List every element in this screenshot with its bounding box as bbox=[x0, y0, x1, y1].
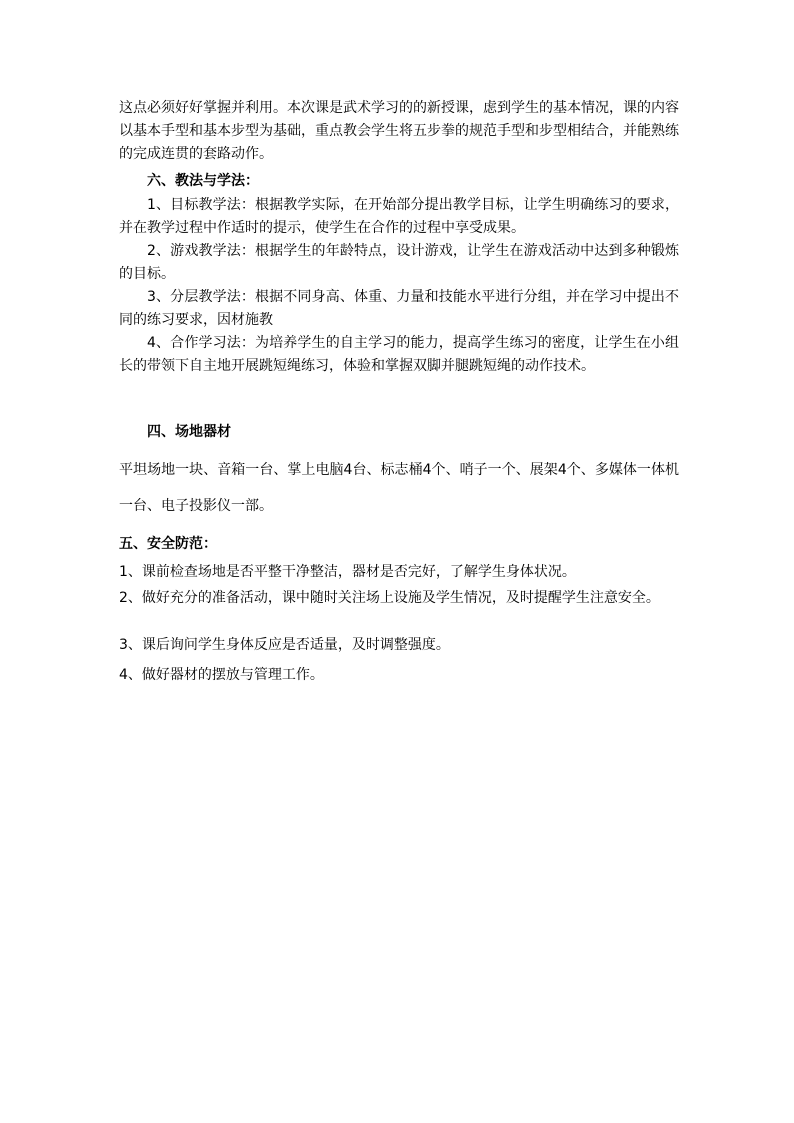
safety-item-4: 4、做好器材的摆放与管理工作。 bbox=[119, 667, 324, 683]
safety-item-2: 2、做好充分的准备活动，课中随时关注场上设施及学生情况，及时提醒学生注意安全。 bbox=[119, 590, 660, 606]
methods-item-4: 4、合作学习法：为培养学生的自主学习的能力，提高学生练习的密度，让学生在小组长的带领下自主地开展跳短绳练习，体验和掌握双脚并腿跳短绳的动作技术。 bbox=[119, 335, 679, 374]
equipment-heading: 四、场地器材 bbox=[147, 424, 231, 440]
methods-heading: 六、教法与学法： bbox=[147, 173, 259, 189]
methods-item-1: 1、目标教学法：根据教学实际，在开始部分提出教学目标，让学生明确练习的要求，并在教学过程中作适时的提示，使学生在合作的过程中享受成果。 bbox=[119, 197, 679, 236]
safety-item-3: 3、课后询问学生身体反应是否适量，及时调整强度。 bbox=[119, 637, 450, 653]
safety-heading: 五、安全防范： bbox=[119, 536, 217, 552]
methods-item-3: 3、分层教学法：根据不同身高、体重、力量和技能水平进行分组，并在学习中提出不同的练习要求，因材施教 bbox=[119, 289, 679, 328]
intro-paragraph: 这点必须好好掌握并利用。本次课是武术学习的的新授课，虑到学生的基本情况，课的内容以基本手型和基本步型为基础，重点教会学生将五步拳的规范手型和步型相结合，并能熟练的完成连贯的套路动作。 bbox=[119, 100, 679, 162]
safety-item-1: 1、课前检查场地是否平整干净整洁，器材是否完好，了解学生身体状况。 bbox=[119, 564, 576, 580]
methods-item-2: 2、游戏教学法：根据学生的年龄特点，设计游戏，让学生在游戏活动中达到多种锻炼的目标。 bbox=[119, 243, 679, 282]
equipment-paragraph: 平坦场地一块、音箱一台、掌上电脑4台、标志桶4个、哨子一个、展架4个、多媒体一体机一台、电子投影仪一部。 bbox=[119, 462, 679, 514]
